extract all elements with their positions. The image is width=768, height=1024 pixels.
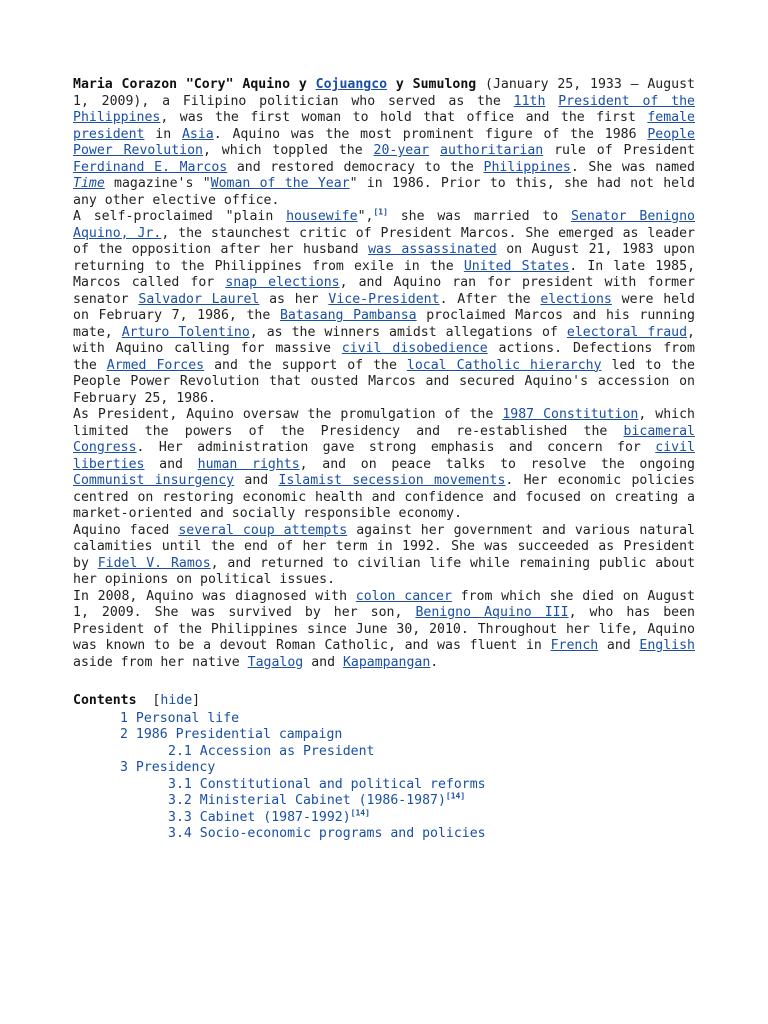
link-1987-constitution[interactable]: 1987 Constitution [502,407,639,422]
toc-item[interactable]: 3 Presidency [120,760,216,775]
link-benigno-aquino-jr[interactable]: Senator Benigno Aquino, Jr. [73,209,695,241]
link-ferdinand-marcos[interactable]: Ferdinand E. Marcos [73,159,228,175]
link-coup-attempts[interactable]: several coup attempts [178,522,348,538]
paragraph-coups: Aquino faced several coup attempts against her government and various natural calamities until the end of her term in 1992. She was succeeded as President by Fidel V. Ramos, and returned to civilian life while remaining public about her opinions on political issues. [73,522,696,587]
toc-item[interactable]: 2 1986 Presidential campaign [120,727,343,742]
link-human-rights[interactable]: human rights [197,456,300,472]
link-female-president[interactable]: female president [73,110,695,142]
toc-item[interactable]: 1 Personal life [120,710,240,726]
toc-title: Contents [73,693,137,708]
toc-header: Contents [hide] [73,693,201,708]
link-20-year[interactable]: 20-year [373,143,430,158]
link-congress[interactable]: Congress [73,440,137,455]
link-salvador-laurel[interactable]: Salvador Laurel [138,291,260,307]
footnote-ref[interactable]: [14] [350,808,370,818]
footnote-ref[interactable]: [14] [445,791,466,801]
paragraph-later-life: In 2008, Aquino was diagnosed with colon cancer from which she died on August 1, 2009. She was survived by her son, Benigno Aquino III, who has been President of the Philippines since June 30, 2010. Throughout her life, Aquino was known to be a devout Roman Catholic, and was fluent in French and English aside from her native Tagalog and Kapampangan. [73,588,695,670]
link-philippines[interactable]: Philippines [483,159,571,175]
article-subject-name: Maria Corazon "Cory" Aquino y Cojuangco y Sumulong [73,77,477,92]
link-housewife[interactable]: housewife [286,209,358,224]
link-english[interactable]: English [639,638,695,653]
link-cojuangco[interactable]: Cojuangco [315,77,388,92]
toc-subitem[interactable]: 2.1 Accession as President [168,743,375,759]
link-time-magazine[interactable]: Time [73,176,105,191]
link-arturo-tolentino[interactable]: Arturo Tolentino [121,324,250,340]
link-bicameral[interactable]: bicameral [623,423,695,439]
link-was-assassinated[interactable]: was assassinated [368,242,497,257]
link-civil-disobedience[interactable]: civil disobedience [341,341,488,356]
toc-subitem[interactable]: 3.1 Constitutional and political reforms [168,776,486,792]
link-authoritarian[interactable]: authoritarian [440,143,544,158]
link-snap-elections[interactable]: snap elections [225,275,340,290]
link-communist-insurgency[interactable]: Communist insurgency [73,473,235,488]
link-asia[interactable]: Asia [181,126,214,142]
link-colon-cancer[interactable]: colon cancer [355,588,452,604]
link-batasang-pambansa[interactable]: Batasang Pambansa [279,308,417,323]
link-french[interactable]: French [550,638,599,653]
toc-subitem[interactable]: 3.2 Ministerial Cabinet (1986-1987)[14] [168,791,466,808]
link-united-states[interactable]: United States [463,258,570,274]
link-local-catholic-hierarchy[interactable]: local Catholic hierarchy [406,357,602,373]
paragraph-presidency: As President, Aquino oversaw the promulgation of the 1987 Constitution, which limited the powers of the Presidency and re-established the bicameral Congress. Her administration gave strong emphasis and concern for civil liberties and human rights, and on peace talks to resolve the ongoing Communist insurgency and Islamist secession movements. Her economic policies centred on restoring economic health and confidence and focused on creating a market-oriented and socially responsible economy. [73,407,696,521]
lead-paragraph: Maria Corazon "Cory" Aquino y Cojuangco y Sumulong (January 25, 1933 – August 1, 2009), a Filipino politician who served as the 11th President of the Philippines, was the first woman to hold that office and the first female president in Asia. Aquino was the most prominent figure of the 1986 People Power Revolution, which toppled the 20-year authoritarian rule of President Ferdinand E. Marcos and restored democracy to the Philippines. She was named Time magazine's "Woman of the Year" in 1986. Prior to this, she had not held any other elective office. [73,77,695,208]
paragraph-election: A self-proclaimed "plain housewife",[1] she was married to Senator Benigno Aquino, Jr., the staunchest critic of President Marcos. She emerged as leader of the opposition after her husband was assassinated on August 21, 1983 upon returning to the Philippines from exile in the United States. In late 1985, Marcos called for snap elections, and Aquino ran for president with former senator Salvador Laurel as her Vice-President. After the elections were held on February 7, 1986, the Batasang Pambansa proclaimed Marcos and his running mate, Arturo Tolentino, as the winners amidst allegations of electoral fraud, with Aquino calling for massive civil disobedience actions. Defections from the Armed Forces and the support of the local Catholic hierarchy led to the People Power Revolution that ousted Marcos and secured Aquino's accession on February 25, 1986. [73,207,696,406]
link-woman-of-the-year[interactable]: Woman of the Year [210,176,350,191]
footnote-ref[interactable]: [1] [373,207,388,217]
link-vice-president[interactable]: Vice-President [328,291,440,307]
link-armed-forces[interactable]: Armed Forces [106,357,205,373]
link-islamist-secession-movements[interactable]: Islamist secession movements [278,473,506,488]
article-body [73,77,695,843]
table-of-contents [73,693,695,843]
toc-subitem[interactable]: 3.3 Cabinet (1987-1992)[14] [168,808,370,825]
link-11th[interactable]: 11th [513,93,546,109]
link-kapampangan[interactable]: Kapampangan [342,654,431,670]
link-people-power-revolution[interactable]: People Power Revolution [73,126,695,158]
toc-subitem[interactable]: 3.4 Socio-economic programs and policies [168,826,486,841]
link-president-of-the-philippines[interactable]: President of the Philippines [73,93,695,125]
link-tagalog[interactable]: Tagalog [247,654,304,670]
link-electoral-fraud[interactable]: electoral fraud [566,324,688,340]
link-benigno-aquino-iii[interactable]: Benigno Aquino III [415,605,569,620]
toc-hide-toggle[interactable]: hide [160,693,193,708]
link-elections[interactable]: elections [540,291,612,307]
link-fidel-ramos[interactable]: Fidel V. Ramos [97,555,211,571]
link-civil-liberties[interactable]: civil liberties [73,440,695,472]
